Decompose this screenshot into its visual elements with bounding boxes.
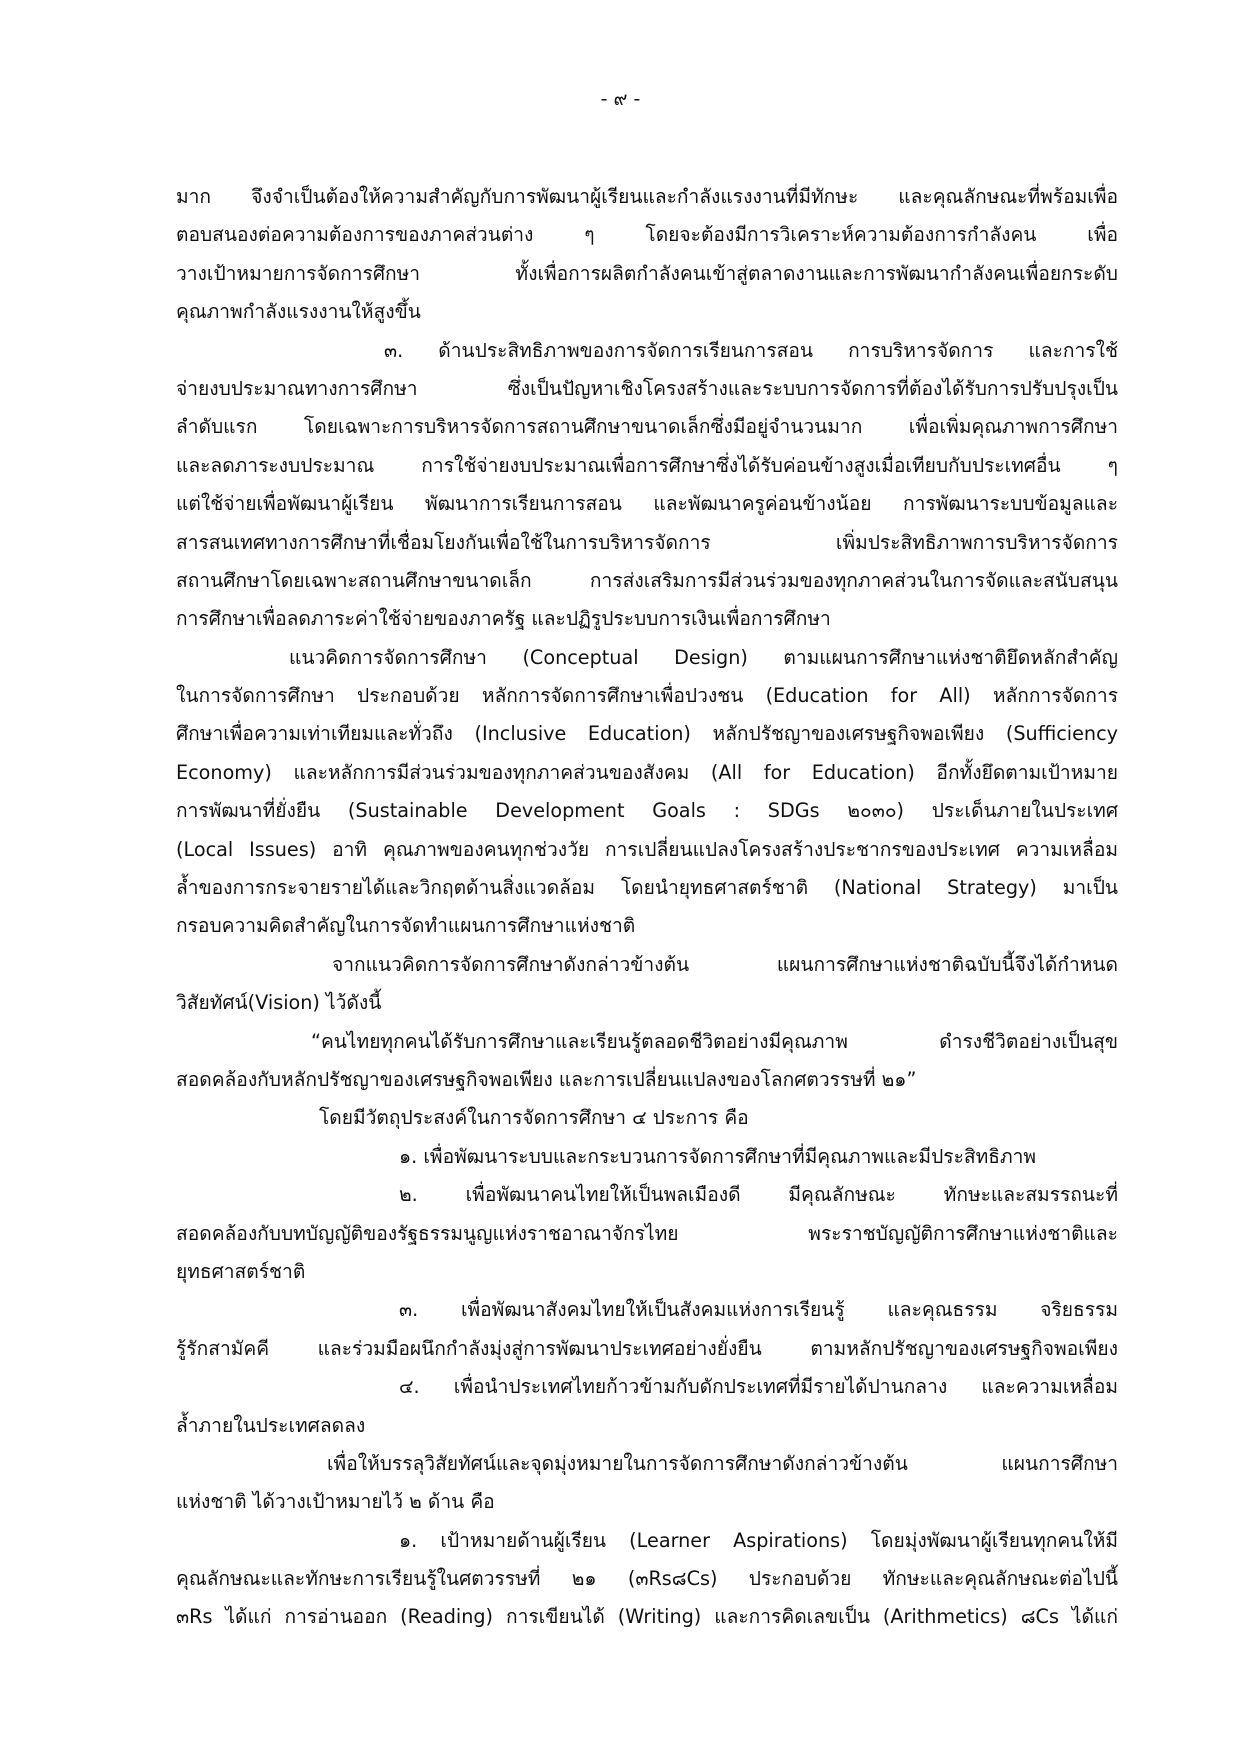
text-line: แนวคิดการจัดการศึกษา (Conceptual Design) ตามแผนการศึกษาแห่งชาติยึดหลักสำคัญ — [289, 645, 1118, 669]
text-line: เพื่อให้บรรลุวิสัยทัศน์และจุดมุ่งหมายในการจัดการศึกษาดังกล่าวข้างต้น แผนการศึกษา — [327, 1451, 1118, 1475]
text-line: ล้ำภายในประเทศลดลง — [176, 1413, 366, 1437]
text-line: ๔. เพื่อนำประเทศไทยก้าวข้ามกับดักประเทศที่มีรายได้ปานกลาง และความเหลื่อม — [399, 1375, 1118, 1399]
text-line: จ่ายงบประมาณทางการศึกษา ซึ่งเป็นปัญหาเชิงโครงสร้างและระบบการจัดการที่ต้องได้รับการปรับปรุงเป็น — [176, 376, 1118, 400]
text-line: สอดคล้องกับหลักปรัชญาของเศรษฐกิจพอเพียง และการเปลี่ยนแปลงของโลกศตวรรษที่ ๒๑” — [176, 1067, 917, 1091]
text-line: คุณลักษณะและทักษะการเรียนรู้ในศตวรรษที่ ๒๑ (๓Rs๘Cs) ประกอบด้วย ทักษะและคุณลักษณะต่อไปนี้ — [176, 1567, 1118, 1591]
text-line: รู้รักสามัคคี และร่วมมือผนึกกำลังมุ่งสู่การพัฒนาประเทศอย่างยั่งยืน ตามหลักปรัชญาของเศรษฐกิจพอเพียง — [176, 1336, 1118, 1360]
text-line: Economy) และหลักการมีส่วนร่วมของทุกภาคส่วนของสังคม (All for Education) อีกทั้งยึดตามเป้าหมาย — [176, 760, 1118, 784]
body-text — [176, 178, 1118, 1637]
text-line: “คนไทยทุกคนได้รับการศึกษาและเรียนรู้ตลอดชีวิตอย่างมีคุณภาพ ดำรงชีวิตอย่างเป็นสุข — [311, 1029, 1118, 1053]
text-line: แต่ใช้จ่ายเพื่อพัฒนาผู้เรียน พัฒนาการเรียนการสอน และพัฒนาครูค่อนข้างน้อย การพัฒนาระบบข้อมูลและ — [176, 492, 1118, 516]
text-line: แห่งชาติ ได้วางเป้าหมายไว้ ๒ ด้าน คือ — [176, 1490, 495, 1514]
text-line: ศึกษาเพื่อความเท่าเทียมและทั่วถึง (Inclusive Education) หลักปรัชญาของเศรษฐกิจพอเพียง (Sufficiency — [176, 722, 1118, 746]
text-line: วางเป้าหมายการจัดการศึกษา ทั้งเพื่อการผลิตกำลังคนเข้าสู่ตลาดงานและการพัฒนากำลังคนเพื่อยกระดับ — [176, 261, 1118, 285]
text-line: ลำดับแรก โดยเฉพาะการบริหารจัดการสถานศึกษาขนาดเล็กซึ่งมีอยู่จำนวนมาก เพื่อเพิ่มคุณภาพการศึกษา — [176, 415, 1118, 439]
text-line: ยุทธศาสตร์ชาติ — [176, 1259, 306, 1283]
text-line: ๒. เพื่อพัฒนาคนไทยให้เป็นพลเมืองดี มีคุณลักษณะ ทักษะและสมรรถนะที่ — [399, 1183, 1118, 1207]
text-line: ๑. เพื่อพัฒนาระบบและกระบวนการจัดการศึกษาที่มีคุณภาพและมีประสิทธิภาพ — [399, 1144, 1037, 1168]
text-line: มาก จึงจำเป็นต้องให้ความสำคัญกับการพัฒนาผู้เรียนและกำลังแรงงานที่มีทักษะ และคุณลักษณะที่พร้อมเพื่อ — [176, 185, 1118, 208]
text-line: และลดภาระงบประมาณ การใช้จ่ายงบประมาณเพื่อการศึกษาซึ่งได้รับค่อนข้างสูงเมื่อเทียบกับประเทศอื่น ๆ — [176, 453, 1118, 477]
text-line: สารสนเทศทางการศึกษาที่เชื่อมโยงกันเพื่อใช้ในการบริหารจัดการ เพิ่มประสิทธิภาพการบริหารจัดการ — [176, 530, 1118, 554]
text-line: (Local Issues) อาทิ คุณภาพของคนทุกช่วงวัย การเปลี่ยนแปลงโครงสร้างประชากรของประเทศ ความเหลื่อม — [176, 837, 1118, 861]
text-line: การพัฒนาที่ยั่งยืน (Sustainable Development Goals : SDGs ๒๐๓๐) ประเด็นภายในประเทศ — [176, 799, 1118, 823]
text-line: กรอบความคิดสำคัญในการจัดทำแผนการศึกษาแห่งชาติ — [176, 914, 636, 938]
text-line: การศึกษาเพื่อลดภาระค่าใช้จ่ายของภาครัฐ และปฏิรูประบบการเงินเพื่อการศึกษา — [176, 607, 831, 631]
text-line: คุณภาพกำลังแรงงานให้สูงขึ้น — [176, 300, 421, 324]
text-line: วิสัยทัศน์(Vision) ไว้ดังนี้ — [176, 991, 382, 1015]
text-line: ๓. ด้านประสิทธิภาพของการจัดการเรียนการสอน การบริหารจัดการ และการใช้ — [384, 338, 1118, 362]
text-line: ล้ำของการกระจายรายได้และวิกฤตด้านสิ่งแวดล้อม โดยนำยุทธศาสตร์ชาติ (National Strategy) มาเป็น — [176, 876, 1118, 900]
text-line: ตอบสนองต่อความต้องการของภาคส่วนต่าง ๆ โดยจะต้องมีการวิเคราะห์ความต้องการกำลังคน เพื่อ — [176, 223, 1118, 247]
text-line: ๓. เพื่อพัฒนาสังคมไทยให้เป็นสังคมแห่งการเรียนรู้ และคุณธรรม จริยธรรม — [399, 1298, 1118, 1322]
text-line: สอดคล้องกับบทบัญญัติของรัฐธรรมนูญแห่งราชอาณาจักรไทย พระราชบัญญัติการศึกษาแห่งชาติและ — [176, 1221, 1118, 1245]
text-line: ๓Rs ได้แก่ การอ่านออก (Reading) การเขียนได้ (Writing) และการคิดเลขเป็น (Arithmetics) ๘Cs ได้แก่ — [176, 1605, 1118, 1629]
text-line: จากแนวคิดการจัดการศึกษาดังกล่าวข้างต้น แผนการศึกษาแห่งชาติฉบับนี้จึงได้กำหนด — [332, 952, 1118, 976]
text-line: สถานศึกษาโดยเฉพาะสถานศึกษาขนาดเล็ก การส่งเสริมการมีส่วนร่วมของทุกภาคส่วนในการจัดและสนับสนุน — [176, 568, 1118, 592]
page-number: - ๙ - — [600, 88, 641, 110]
text-line: โดยมีวัตถุประสงค์ในการจัดการศึกษา ๔ ประการ คือ — [319, 1106, 749, 1130]
text-line: ในการจัดการศึกษา ประกอบด้วย หลักการจัดการศึกษาเพื่อปวงชน (Education for All) หลักการจัดการ — [176, 684, 1118, 708]
text-line: ๑. เป้าหมายด้านผู้เรียน (Learner Aspirations) โดยมุ่งพัฒนาผู้เรียนทุกคนให้มี — [399, 1528, 1118, 1552]
